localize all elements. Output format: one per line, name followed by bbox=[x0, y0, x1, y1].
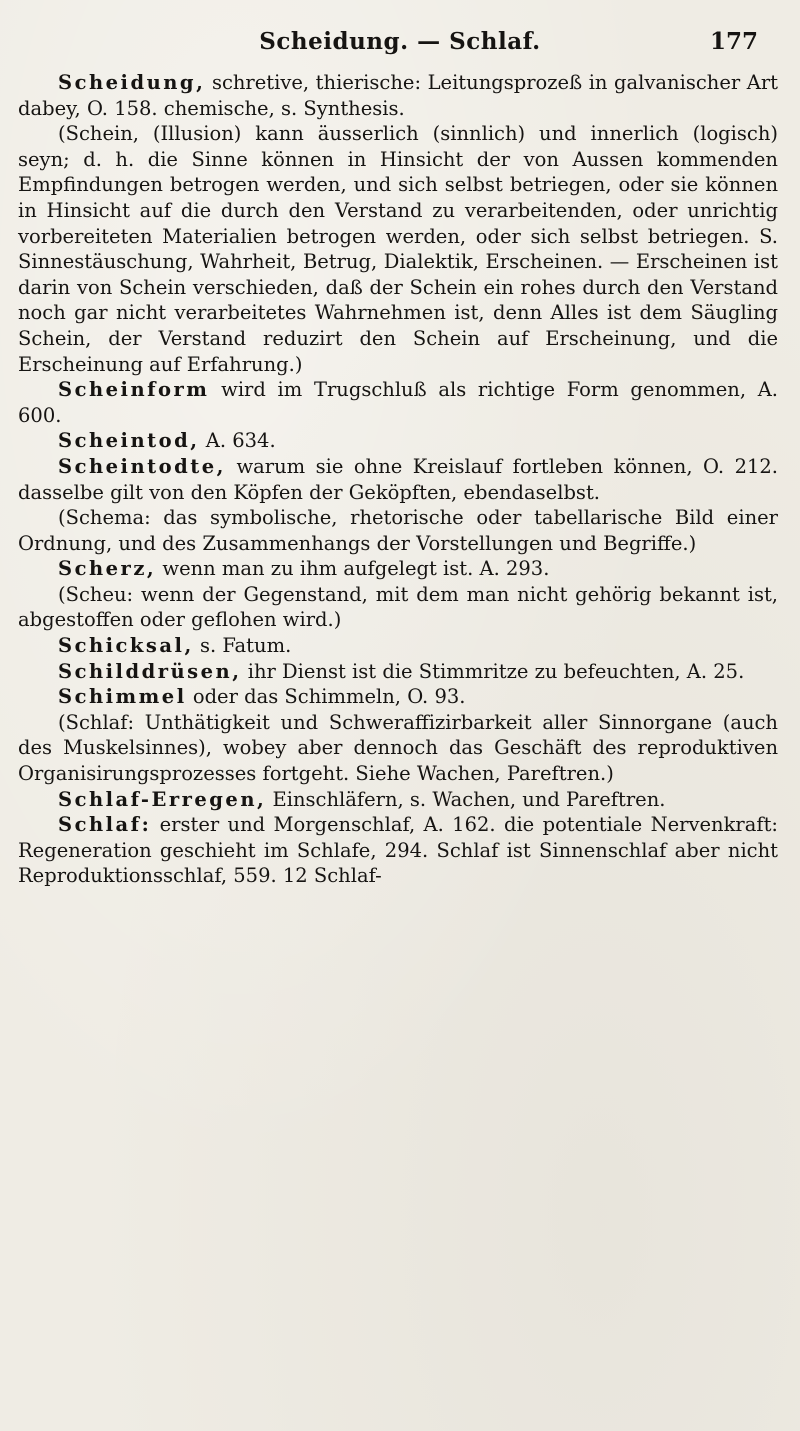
entry-text: Einschläfern, s. Wachen, und Pareftren. bbox=[266, 787, 666, 811]
entry-text: schretive, thierische: Leitungsprozeß in galvanischer Art dabey, O. 158. chemische, s. Synthesis. bbox=[18, 71, 778, 120]
entry-text: warum sie ohne Kreislauf fortleben können, O. 212. dasselbe gilt von den Köpfen der Geköpften, ebendaselbst. bbox=[18, 454, 778, 504]
entry-text: wird im Trugschluß als richtige Form genommen, A. 600. bbox=[18, 378, 778, 427]
entry-scherz bbox=[18, 556, 778, 582]
entry-text: A. 634. bbox=[199, 429, 276, 453]
entry-scheintod bbox=[18, 428, 778, 454]
entry-lemma: Schilddrüsen, bbox=[58, 659, 242, 683]
entry-lemma: Scheintodte, bbox=[58, 454, 226, 478]
entry-text: (Schema: das symbolische, rhetorische oder tabellarische Bild einer Ordnung, und des Zusammenhangs der Vorstellungen und Begriffe.) bbox=[18, 506, 778, 555]
entry-text: erster und Morgenschlaf, A. 162. die potentiale Nervenkraft: Regeneration geschieht im Schlafe, 294. Schlaf ist Sinnenschlaf aber nicht Reproduktionsschlaf, 559. 12 Schlaf- bbox=[18, 813, 778, 888]
entry-scheinform bbox=[18, 377, 778, 428]
entry-schilddruesen bbox=[18, 659, 778, 685]
entry-schlaf-erregen bbox=[18, 787, 778, 813]
entry-scheintodte bbox=[18, 454, 778, 505]
entry-scheu bbox=[18, 582, 778, 633]
entry-text: wenn man zu ihm aufgelegt ist. A. 293. bbox=[156, 557, 550, 581]
entry-scheidung bbox=[18, 70, 778, 121]
page-number: 177 bbox=[709, 28, 758, 55]
entry-schema bbox=[18, 505, 778, 556]
entry-lemma: Schlaf-Erregen, bbox=[58, 787, 267, 811]
entry-lemma: Scherz, bbox=[58, 557, 157, 581]
entry-schicksal bbox=[18, 633, 778, 659]
entry-text: oder das Schimmeln, O. 93. bbox=[186, 685, 466, 709]
entry-text: s. Fatum. bbox=[193, 634, 292, 658]
entry-schlaf bbox=[18, 812, 778, 889]
running-head-title: Scheidung. — Schlaf. bbox=[259, 28, 541, 55]
entry-text: (Scheu: wenn der Gegenstand, mit dem man nicht gehörig bekannt ist, abgestoffen oder geflohen wird.) bbox=[18, 582, 778, 632]
entry-text: (Schein, (Illusion) kann äusserlich (sinnlich) und innerlich (logisch) seyn; d. h. die Sinne können in Hinsicht der von Aussen kommenden Empfindungen betrogen werden, und sich selbst betriegen, oder sie können in Hinsicht auf die durch den Verstand zu verarbeitenden, oder unrichtig vorbereiteten Materialien betrogen werden, oder sich selbst betriegen. S. Sinnestäuschung, Wahrheit, Betrug, Dialektik, Erscheinen. — Erscheinen ist darin von Schein verschieden, daß der Schein ein rohes durch den Verstand noch gar nicht verarbeitetes Wahrnehmen ist, denn Alles ist dem Säugling Schein, der Verstand reduzirt den Schein auf Erscheinung, und die Erscheinung auf Erfahrung.) bbox=[18, 122, 778, 376]
entry-schimmel bbox=[18, 684, 778, 710]
entry-lemma: Schlaf: bbox=[58, 813, 152, 837]
entry-lemma: Scheinform bbox=[58, 378, 210, 402]
entry-text: (Schlaf: Unthätigkeit und Schweraffizirbarkeit aller Sinnorgane (auch des Muskelsinnes), wobey aber dennoch das Geschäft des reproduktiven Organisirungsprozesses fortgeht. Siehe Wachen, Pareftren.) bbox=[18, 710, 778, 786]
entry-schlaf-definition bbox=[18, 710, 778, 787]
entry-text: ihr Dienst ist die Stimmritze zu befeuchten, A. 25. bbox=[241, 659, 745, 683]
dictionary-entries bbox=[18, 70, 778, 889]
entry-lemma: Scheintod, bbox=[58, 429, 200, 453]
entry-lemma: Schimmel bbox=[58, 685, 187, 709]
entry-schein bbox=[18, 121, 778, 377]
entry-lemma: Schicksal, bbox=[58, 634, 194, 658]
running-head bbox=[0, 28, 800, 62]
entry-lemma: Scheidung, bbox=[58, 71, 206, 94]
